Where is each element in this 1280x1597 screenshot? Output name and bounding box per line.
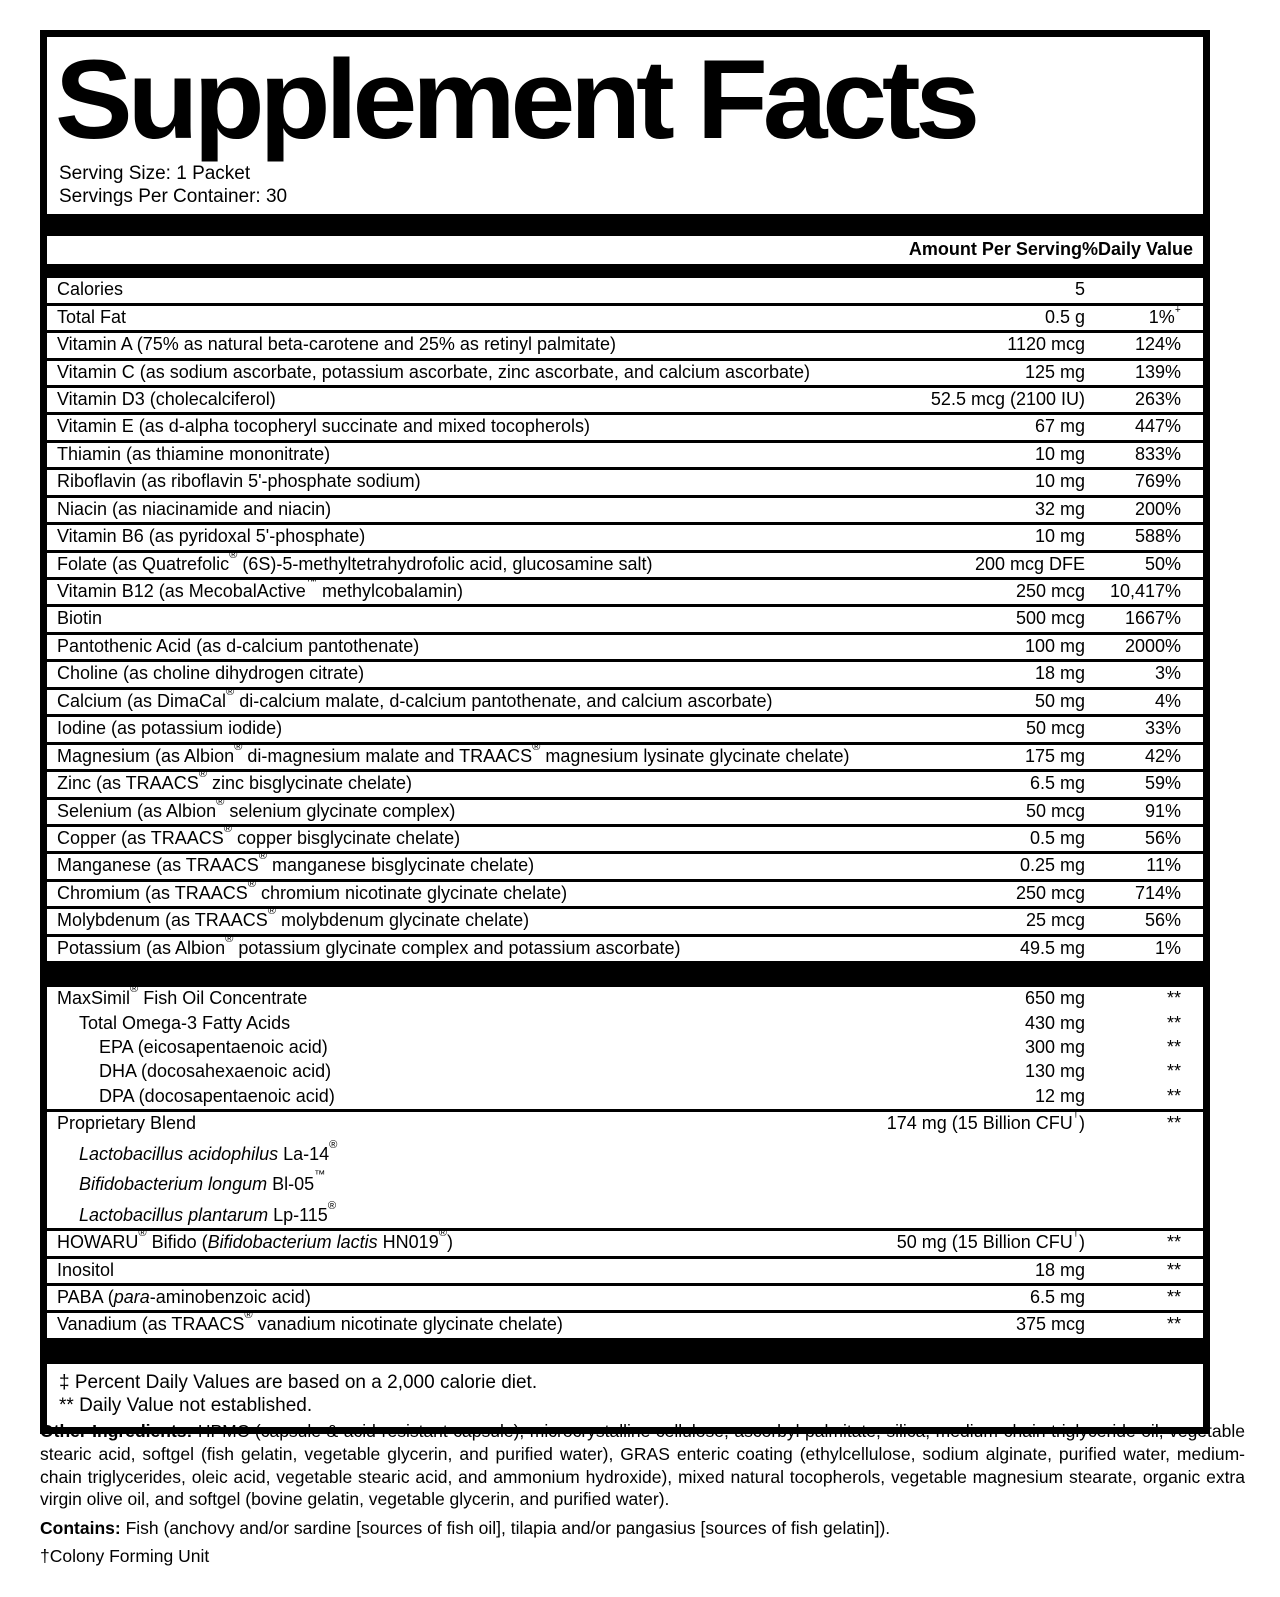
daily-value-percent: ** (1166, 1037, 1181, 1058)
table-row (47, 1036, 1203, 1060)
daily-value-percent: 1667% (1124, 608, 1181, 629)
ingredient-name: Pantothenic Acid (as d-calcium pantothenate) (57, 635, 420, 656)
ingredient-name: Manganese (as TRAACS® manganese bisglycinate chelate) (57, 850, 535, 876)
ingredient-name: Bifidobacterium longum Bl-05™ (79, 1169, 326, 1195)
daily-value-percent: 42% (1144, 745, 1181, 766)
supplement-facts-panel (40, 30, 1210, 1434)
daily-value-percent: ** (1166, 1113, 1181, 1134)
table-row (47, 1309, 1203, 1337)
section-divider-bar (47, 1338, 1203, 1364)
amount-per-serving-value: 1120 mcg (1007, 334, 1085, 355)
contains-label: Contains: (40, 1518, 121, 1538)
amount-per-serving-value: 175 mg (1024, 745, 1085, 766)
ingredient-name: EPA (eicosapentaenoic acid) (99, 1037, 328, 1058)
dv-column-header: %Daily Value (1081, 239, 1193, 260)
table-row (47, 1259, 1203, 1286)
ingredient-name: Calcium (as DimaCal® di-calcium malate, d-calcium pantothenate, and calcium ascorbate) (57, 685, 773, 711)
table-row (47, 525, 1203, 552)
other-ingredients-label: Other Ingredients: (40, 1421, 193, 1441)
ingredient-name: Molybdenum (as TRAACS® molybdenum glycinate chelate) (57, 905, 530, 931)
ingredient-name: Biotin (57, 608, 103, 629)
amount-per-serving-value: 430 mg (1024, 1012, 1085, 1033)
amount-per-serving-value: 49.5 mg (1019, 937, 1085, 958)
amount-per-serving-value: 500 mcg (1015, 608, 1085, 629)
amount-per-serving-value: 300 mg (1024, 1037, 1085, 1058)
ingredient-name: Selenium (as Albion® selenium glycinate complex) (57, 795, 456, 821)
table-row (47, 301, 1203, 333)
other-ingredients-text: HPMC (capsule & acid-resistant capsule), microcrystalline cellulose, ascorbyl palmitate, silica, medium-chain triglyceride oil, vegetable stearic acid, softgel (fish gelatin, vegetable glycerin, and purified water), GRAS enteric coating (ethylcellulose, sodium alginate, purified water, medium-chain triglycerides, oleic acid, vegetable stearic acid, and ammonium hydroxide), mixed natural tocopherols, vegetable magnesium stearate, organic extra virgin olive oil, and softgel (bovine gelatin, vegetable glycerin, and purified water). (40, 1421, 1245, 1510)
amount-per-serving-value: 5 (1074, 279, 1085, 300)
ingredient-name: Vanadium (as TRAACS® vanadium nicotinate glycinate chelate) (57, 1309, 563, 1335)
amount-per-serving-value: 10 mg (1034, 526, 1085, 547)
ingredient-name: Total Omega-3 Fatty Acids (79, 1012, 291, 1033)
other-ingredients (40, 1420, 1245, 1511)
ingredient-name: Vitamin D3 (cholecalciferol) (57, 388, 276, 409)
ingredient-name: PABA (para-aminobenzoic acid) (57, 1286, 311, 1307)
table-row (47, 877, 1203, 909)
top-divider-bar (47, 214, 1203, 236)
daily-value-percent: ** (1166, 1085, 1181, 1106)
table-row (47, 388, 1203, 415)
amount-per-serving-value: 12 mg (1034, 1085, 1085, 1106)
daily-value-percent: ** (1166, 988, 1181, 1009)
ingredient-name: Vitamin E (as d-alpha tocopheryl succinate and mixed tocopherols) (57, 416, 590, 437)
daily-value-percent: 10,417% (1109, 581, 1181, 602)
amount-per-serving-value: 250 mcg (1015, 882, 1085, 903)
header-divider-bar (47, 264, 1203, 278)
amount-per-serving-value: 10 mg (1034, 471, 1085, 492)
contains-text: Fish (anchovy and/or sardine [sources of fish oil], tilapia and/or pangasius [sources of fish gelatin]). (125, 1518, 891, 1538)
daily-value-percent: ** (1166, 1314, 1181, 1335)
daily-value-percent: ** (1166, 1232, 1181, 1253)
daily-value-percent: 714% (1134, 882, 1181, 903)
ingredient-name: Vitamin B12 (as MecobalActive™ methylcobalamin) (57, 576, 464, 602)
footnote-not-established: ** Daily Value not established. (59, 1395, 313, 1416)
amount-per-serving-value: 18 mg (1034, 663, 1085, 684)
table-row (47, 795, 1203, 827)
ingredient-name: DHA (docosahexaenoic acid) (99, 1061, 332, 1082)
table-row (47, 905, 1203, 936)
amount-per-serving-value: 50 mcg (1025, 718, 1085, 739)
page-title: Supplement Facts (55, 37, 976, 162)
amount-per-serving-value: 0.5 g (1044, 306, 1085, 327)
table-row (47, 822, 1203, 854)
amount-per-serving-value: 650 mg (1024, 988, 1085, 1009)
table-row (47, 1167, 1203, 1197)
amount-per-serving-value: 0.5 mg (1029, 827, 1085, 848)
table-row (47, 548, 1203, 580)
servings-per-container: Servings Per Container: 30 (59, 185, 288, 207)
ingredient-name: Calories (57, 279, 124, 300)
label-footer (40, 1420, 1245, 1567)
ingredient-name: Thiamin (as thiamine mononitrate) (57, 443, 331, 464)
table-row (47, 1198, 1203, 1231)
ingredient-name: Lactobacillus plantarum Lp-115® (79, 1199, 337, 1225)
table-row (47, 1085, 1203, 1112)
table-row (47, 576, 1203, 607)
table-row (47, 635, 1203, 662)
table-row (47, 1060, 1203, 1084)
amount-per-serving-value: 6.5 mg (1029, 773, 1085, 794)
table-row (47, 1227, 1203, 1258)
amount-per-serving-value: 100 mg (1024, 635, 1085, 656)
daily-value-percent: ** (1166, 1286, 1181, 1307)
daily-value-percent: 2000% (1124, 635, 1181, 656)
daily-value-percent: 263% (1134, 388, 1181, 409)
daily-value-percent: 447% (1134, 416, 1181, 437)
daily-value-percent: 56% (1144, 827, 1181, 848)
ingredient-name: Iodine (as potassium iodide) (57, 718, 283, 739)
amount-per-serving-value: 18 mg (1034, 1259, 1085, 1280)
serving-size: Serving Size: 1 Packet (59, 163, 251, 185)
ingredient-name: Vitamin C (as sodium ascorbate, potassium ascorbate, zinc ascorbate, and calcium ascorbate) (57, 361, 811, 382)
table-row (47, 333, 1203, 360)
amount-per-serving-value: 50 mg (15 Billion CFU†) (896, 1227, 1085, 1253)
daily-value-percent: 1%‡ (1148, 301, 1181, 327)
ingredient-name: Vitamin A (75% as natural beta-carotene and 25% as retinyl palmitate) (57, 334, 616, 355)
section-divider-bar (47, 961, 1203, 987)
amount-per-serving-value: 67 mg (1034, 416, 1085, 437)
amount-per-serving-value: 130 mg (1024, 1061, 1085, 1082)
ingredient-name: Potassium (as Albion® potassium glycinate complex and potassium ascorbate) (57, 932, 681, 958)
daily-value-percent: 1% (1154, 937, 1181, 958)
footnote-daily-values: ‡ Percent Daily Values are based on a 2,000 calorie diet. (59, 1371, 538, 1393)
table-row (47, 685, 1203, 717)
ingredient-name: DPA (docosapentaenoic acid) (99, 1085, 335, 1106)
ingredient-name: Zinc (as TRAACS® zinc bisglycinate chelate) (57, 768, 413, 794)
amount-per-serving-value: 52.5 mcg (2100 IU) (930, 388, 1085, 409)
daily-value-percent: ** (1166, 1061, 1181, 1082)
amount-per-serving-value: 25 mcg (1025, 910, 1085, 931)
ingredient-name: Proprietary Blend (57, 1113, 197, 1134)
amount-column-header: Amount Per Serving (908, 239, 1082, 260)
amount-per-serving-value: 6.5 mg (1029, 1286, 1085, 1307)
amount-per-serving-value: 50 mcg (1025, 800, 1085, 821)
amount-per-serving-value: 32 mg (1034, 498, 1085, 519)
table-row (47, 607, 1203, 634)
daily-value-percent: 11% (1146, 855, 1181, 876)
ingredient-name: Choline (as choline dihydrogen citrate) (57, 663, 365, 684)
ingredient-name: Inositol (57, 1259, 115, 1280)
table-row (47, 443, 1203, 470)
ingredient-name: MaxSimil® Fish Oil Concentrate (57, 983, 308, 1009)
footnotes (47, 1364, 1203, 1427)
table-row (47, 1012, 1203, 1036)
table-row (47, 740, 1203, 772)
daily-value-percent: 59% (1144, 773, 1181, 794)
contains-statement (40, 1517, 1245, 1540)
table-row (47, 415, 1203, 442)
ingredient-name: HOWARU® Bifido (Bifidobacterium lactis HN019®) (57, 1227, 453, 1253)
table-row (47, 278, 1203, 305)
daily-value-percent: 139% (1134, 361, 1181, 382)
ingredient-name: Riboflavin (as riboflavin 5'-phosphate sodium) (57, 471, 421, 492)
ingredient-name: Niacin (as niacinamide and niacin) (57, 498, 332, 519)
daily-value-percent: 56% (1144, 910, 1181, 931)
daily-value-percent: ** (1166, 1259, 1181, 1280)
table-row (47, 1286, 1203, 1313)
amount-per-serving-value: 125 mg (1024, 361, 1085, 382)
daily-value-percent: ** (1166, 1012, 1181, 1033)
amount-per-serving-value: 0.25 mg (1019, 855, 1085, 876)
serving-info (47, 155, 1203, 214)
table-row (47, 470, 1203, 497)
daily-value-percent: 588% (1134, 526, 1181, 547)
ingredient-name: Magnesium (as Albion® di-magnesium malate and TRAACS® magnesium lysinate glycinate chelate) (57, 740, 850, 766)
daily-value-percent: 769% (1134, 471, 1181, 492)
column-headers (47, 236, 1203, 264)
table-row (47, 983, 1203, 1011)
daily-value-percent: 4% (1154, 690, 1181, 711)
amount-per-serving-value: 10 mg (1034, 443, 1085, 464)
daily-value-percent: 3% (1154, 663, 1181, 684)
ingredient-name: Vitamin B6 (as pyridoxal 5'-phosphate) (57, 526, 366, 547)
daily-value-percent: 124% (1134, 334, 1181, 355)
daily-value-percent: 33% (1144, 718, 1181, 739)
ingredient-name: Total Fat (57, 306, 127, 327)
table-row (47, 932, 1203, 961)
daily-value-percent: 50% (1144, 553, 1181, 574)
table-row (47, 498, 1203, 525)
table-row (47, 850, 1203, 881)
table-row (47, 1108, 1203, 1136)
ingredient-name: Folate (as Quatrefolic® (6S)-5-methyltetrahydrofolic acid, glucosamine salt) (57, 548, 653, 574)
table-row (47, 1137, 1203, 1167)
ingredient-name: Copper (as TRAACS® copper bisglycinate chelate) (57, 822, 461, 848)
amount-per-serving-value: 250 mcg (1015, 581, 1085, 602)
facts-table-body (47, 278, 1203, 1364)
amount-per-serving-value: 200 mcg DFE (974, 553, 1085, 574)
table-row (47, 361, 1203, 388)
amount-per-serving-value: 174 mg (15 Billion CFU†) (886, 1108, 1085, 1134)
table-row (47, 662, 1203, 689)
amount-per-serving-value: 375 mcg (1015, 1314, 1085, 1335)
table-row (47, 717, 1203, 744)
daily-value-percent: 91% (1144, 800, 1181, 821)
cfu-footnote: †Colony Forming Unit (40, 1545, 210, 1566)
ingredient-name: Chromium (as TRAACS® chromium nicotinate glycinate chelate) (57, 877, 568, 903)
ingredient-name: Lactobacillus acidophilus La-14® (79, 1138, 338, 1164)
amount-per-serving-value: 50 mg (1034, 690, 1085, 711)
daily-value-percent: 833% (1134, 443, 1181, 464)
daily-value-percent: 200% (1134, 498, 1181, 519)
